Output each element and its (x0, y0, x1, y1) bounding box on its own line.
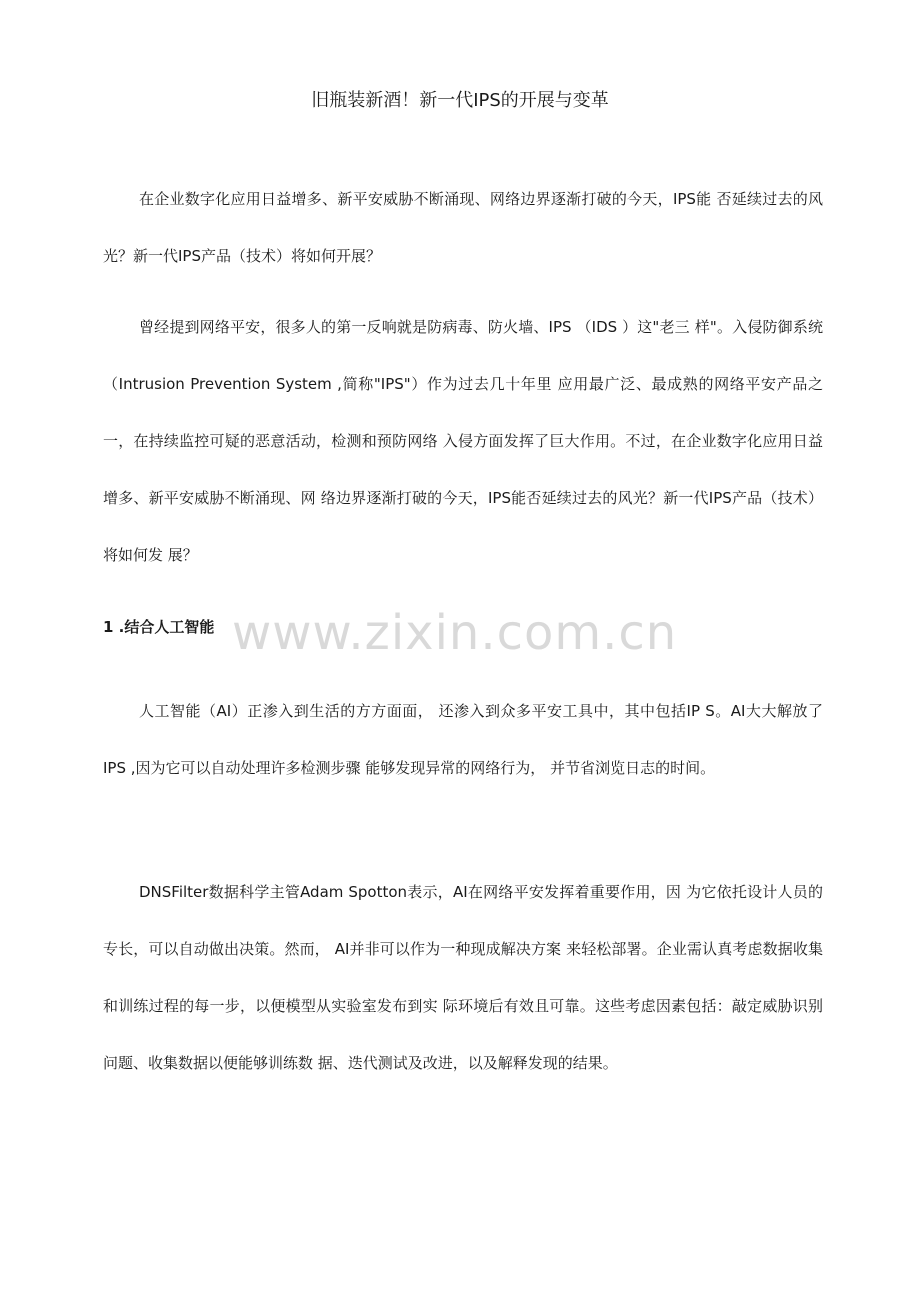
paragraph-ai-intro: 人工智能（AI）正渗入到生活的方方面面， 还渗入到众多平安工具中，其中包括IP S。AI大大解放了 IPS ,因为它可以自动处理许多检测步骤 能够发现异常的网络行为， 并节省浏览日志的时间。 (103, 702, 823, 777)
section-heading: 1 .结合人工智能 (103, 618, 215, 636)
paragraph-ai-detail: DNSFilter数据科学主管Adam Spotton表示，AI在网络平安发挥着重要作用，因 为它依托设计人员的专长，可以自动做出决策。然而， AI并非可以作为一种现成解决方案 来轻松部署。企业需认真考虑数据收集和训练过程的每一步，以便模型从实验室发布到实 际环境后有效且可靠。这些考虑因素包括：敲定威胁识别问题、收集数据以便能够训练数 据、迭代测试及改进，以及解释发现的结果。 (103, 883, 823, 1072)
document-title: 旧瓶装新酒！新一代IPS的开展与变革 (311, 90, 609, 111)
watermark: www.zixin.com.cn (232, 605, 678, 661)
paragraph-intro: 在企业数字化应用日益增多、新平安威胁不断涌现、网络边界逐渐打破的今天，IPS能 否延续过去的风光？新一代IPS产品（技术）将如何开展？ (103, 190, 823, 265)
paragraph-background: 曾经提到网络平安，很多人的第一反响就是防病毒、防火墙、IPS （IDS ）这"老三 样"。入侵防御系统（Intrusion Prevention System ,简称"IPS"）作为过去几十年里 应用最广泛、最成熟的网络平安产品之一，在持续监控可疑的恶意活动，检测和预防网络 入侵方面发挥了巨大作用。不过，在企业数字化应用日益增多、新平安威胁不断涌现、网 络边界逐渐打破的今天，IPS能否延续过去的风光？新一代IPS产品（技术）将如何发 展？ (103, 318, 823, 564)
